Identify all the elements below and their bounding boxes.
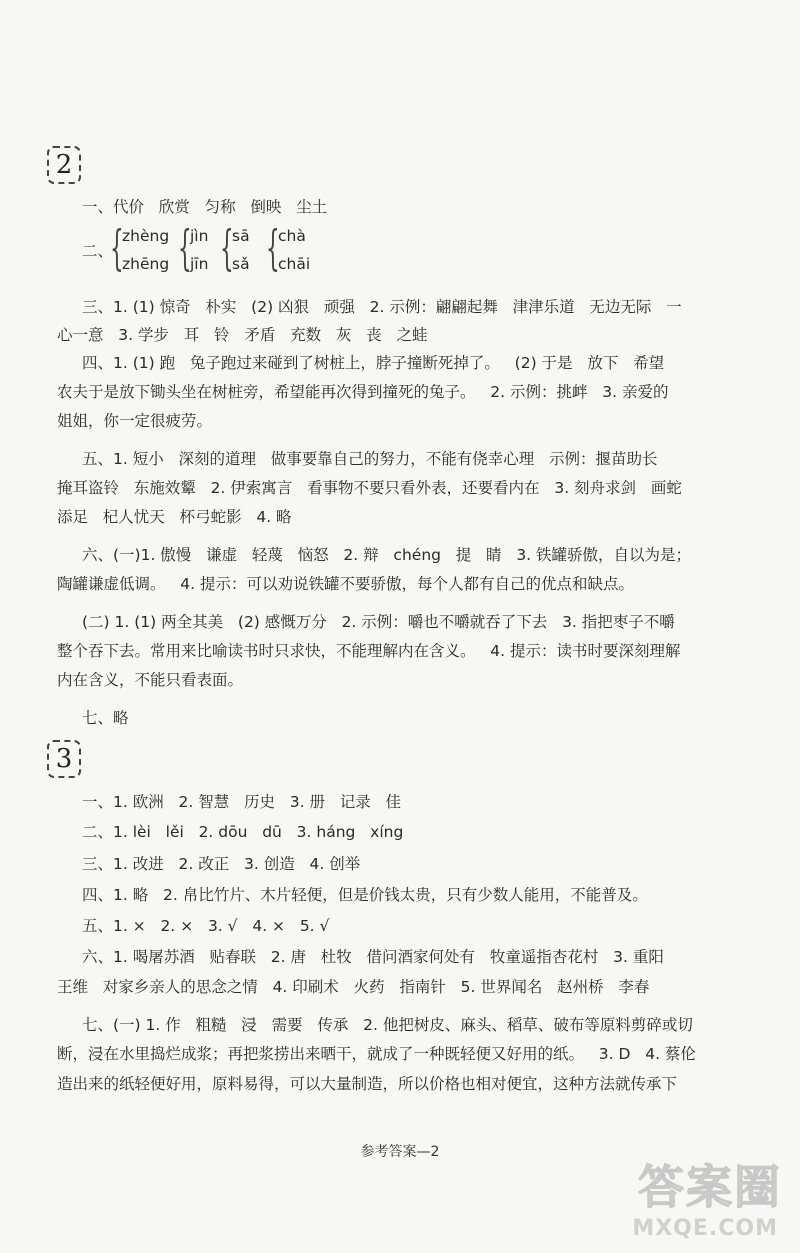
page-footer: 参考答案—2 <box>360 1144 440 1160</box>
s2-line-1: 一、代价 欣赏 匀称 倒映 尘土 <box>82 198 328 216</box>
s2-line-11: 六、(一)1. 傲慢 谦虚 轻蔑 恼怒 2. 辩 chéng 提 睛 3. 铁罐骄傲，自以为是； <box>82 546 692 564</box>
s3-line-2: 二、1. lèi lěi 2. dōu dū 3. háng xíng <box>82 823 404 841</box>
s2-line-13: (二) 1. (1) 两全其美 (2) 感慨万分 2. 示例：嚼也不嚼就吞了下去 3. 指把枣子不嚼 <box>82 613 675 631</box>
s3-line-6: 六、1. 喝屠苏酒 贴春联 2. 唐 杜牧 借问酒家何处有 牧童遥指杏花村 3. 重阳 <box>82 948 664 966</box>
section-2-badge: 2 <box>47 146 81 184</box>
s2-line-12: 陶罐谦虚低调。 4. 提示：可以劝说铁罐不要骄傲，每个人都有自己的优点和缺点。 <box>57 575 634 593</box>
watermark-text: 答案圈 <box>638 1160 782 1214</box>
section-3-badge: 3 <box>47 740 81 778</box>
s2-line-7: 姐姐，你一定很疲劳。 <box>57 412 213 430</box>
pinyin-group-1: { zhèng zhēng <box>110 220 170 276</box>
s2-line-10: 添足 杞人忧天 杯弓蛇影 4. 略 <box>57 508 292 526</box>
s3-line-5: 五、1. × 2. × 3. √ 4. × 5. √ <box>82 917 330 935</box>
s3-line-8: 七、(一) 1. 作 粗糙 浸 需要 传承 2. 他把树皮、麻头、稻草、破布等原料剪碎或切 <box>82 1016 693 1034</box>
s3-line-9: 断，浸在水里捣烂成浆；再把浆捞出来晒干，就成了一种既轻便又好用的纸。 3. D 4. 蔡伦 <box>57 1045 696 1063</box>
s2-line-4: 心一意 3. 学步 耳 铃 矛盾 充数 灰 丧 之蛙 <box>57 326 428 344</box>
s3-line-3: 三、1. 改进 2. 改正 3. 创造 4. 创举 <box>82 855 361 873</box>
pinyin-group-4: { chà chāi <box>266 220 311 276</box>
s2-line-16: 七、略 <box>82 709 129 727</box>
s2-line-14: 整个吞下去。常用来比喻读书时只求快，不能理解内在含义。 4. 提示：读书时要深刻理解 <box>57 642 681 660</box>
s3-line-10: 造出来的纸轻便好用，原料易得，可以大量制造，所以价格也相对便宜，这种方法就传承下 <box>57 1075 678 1093</box>
s2-line-3: 三、1. (1) 惊奇 朴实 (2) 凶狠 顽强 2. 示例：翩翩起舞 津津乐道 无边无际 一 <box>82 298 682 316</box>
watermark-logo <box>582 1151 782 1241</box>
s2-line-8: 五、1. 短小 深刻的道理 做事要靠自己的努力，不能有侥幸心理 示例：揠苗助长 <box>82 450 658 468</box>
s3-line-7: 王维 对家乡亲人的思念之情 4. 印刷术 火药 指南针 5. 世界闻名 赵州桥 李春 <box>57 978 650 996</box>
s2-line-5: 四、1. (1) 跑 兔子跑过来碰到了树桩上，脖子撞断死掉了。 (2) 于是 放下 希望 <box>82 354 665 372</box>
s3-line-1: 一、1. 欧洲 2. 智慧 历史 3. 册 记录 佳 <box>82 793 402 811</box>
s3-line-4: 四、1. 略 2. 帛比竹片、木片轻便，但是价钱太贵，只有少数人能用，不能普及。 <box>82 886 648 904</box>
s2-line-9: 掩耳盗铃 东施效颦 2. 伊索寓言 看事物不要只看外表，还要看内在 3. 刻舟求剑 画蛇 <box>57 479 682 497</box>
watermark-url: MXQE.COM <box>632 1216 778 1241</box>
pinyin-group-2: { jìn jīn <box>178 220 209 276</box>
s2-line-6: 农夫于是放下锄头坐在树桩旁，希望能再次得到撞死的兔子。 2. 示例：挑衅 3. 亲爱的 <box>57 383 669 401</box>
pinyin-group-3: { sā sǎ <box>220 220 250 276</box>
s2-line-15: 内在含义，不能只看表面。 <box>57 671 244 689</box>
s2-line-2-prefix: 二、 <box>82 242 114 260</box>
